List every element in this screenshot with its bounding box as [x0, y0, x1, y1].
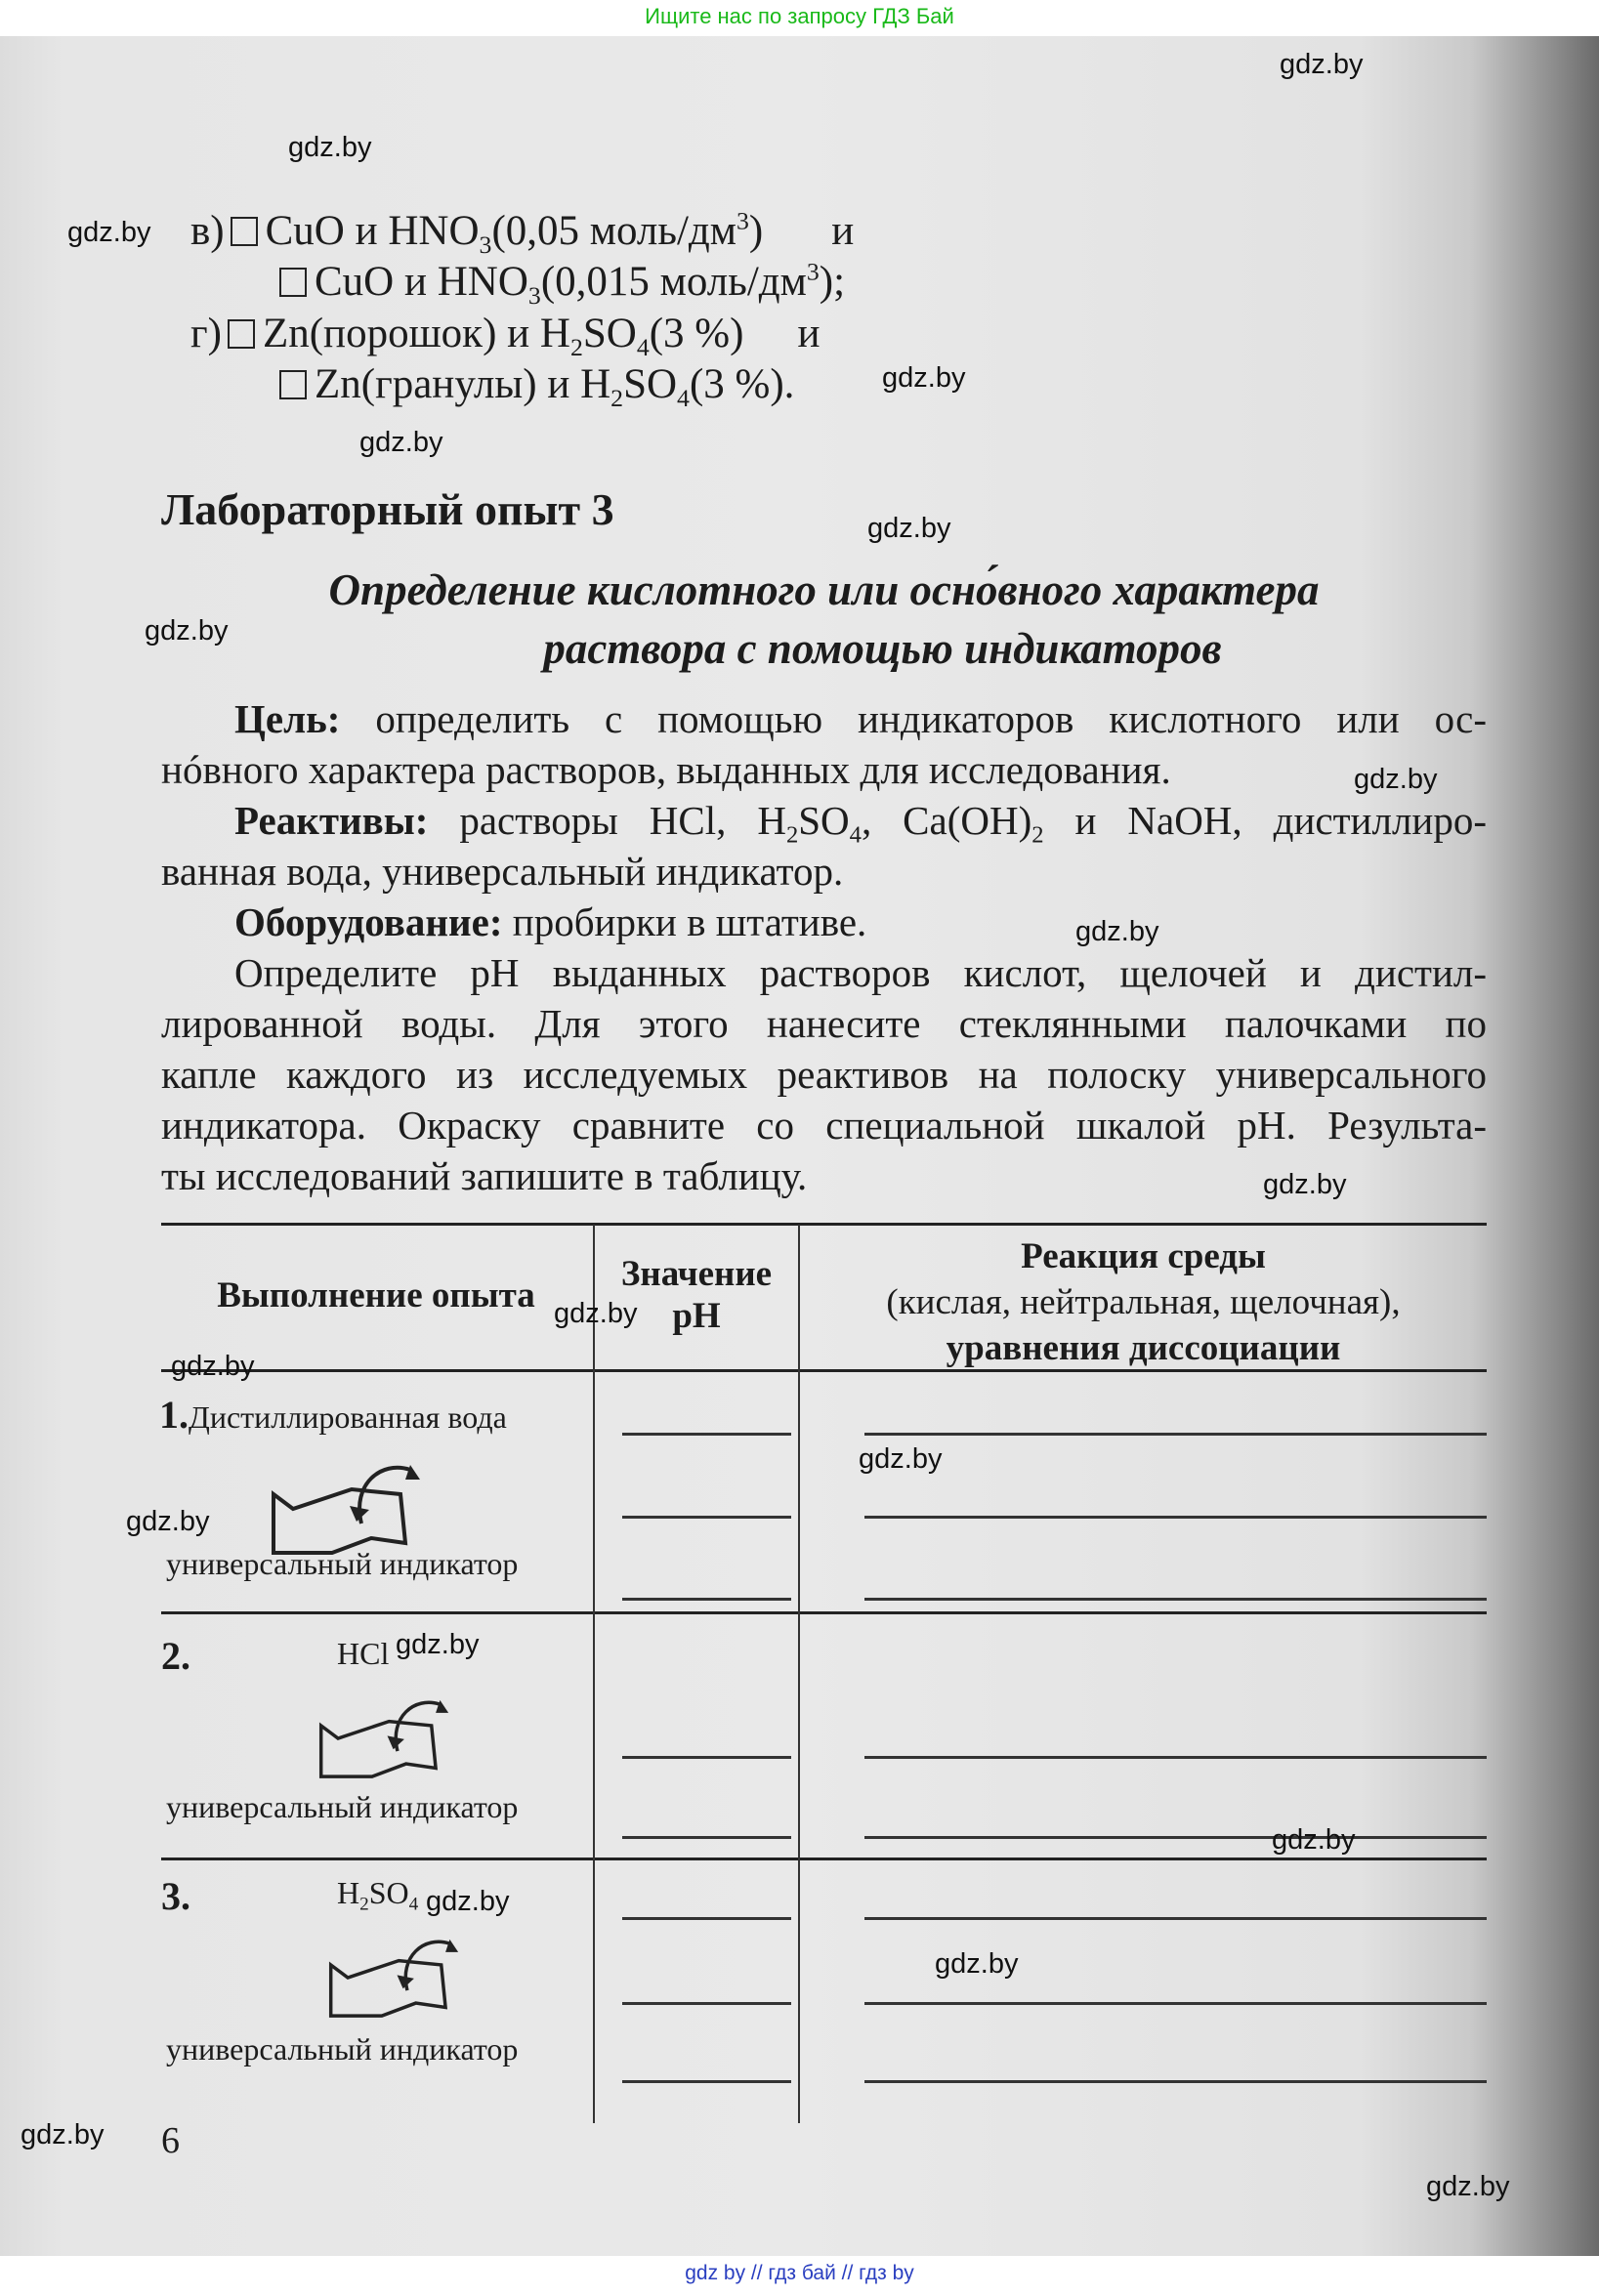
option-letter: г) [190, 311, 222, 356]
equipment-label: Оборудование: [234, 899, 503, 944]
table-row-3-number: 3. [161, 1874, 190, 1918]
answer-line[interactable] [864, 1917, 1487, 1920]
watermark: gdz.by [554, 1298, 638, 1329]
option-text: (3 %). [689, 361, 795, 407]
header-reaction-line-1: Реакция среды [1021, 1236, 1266, 1276]
indicator-label: универсальный индикатор [166, 1546, 519, 1581]
answer-line[interactable] [622, 2080, 791, 2083]
option-g-2 [274, 360, 795, 413]
watermark: gdz.by [426, 1886, 510, 1917]
superscript: 3 [806, 257, 820, 286]
table-row-2-reagent: HCl [337, 1636, 390, 1671]
subscript: 4 [677, 384, 690, 413]
text: и NaOH, дистиллиро- [1043, 798, 1487, 843]
body-text [161, 693, 1487, 1201]
watermark: gdz.by [359, 427, 443, 458]
header-ph-line-1: Значение [620, 1254, 773, 1294]
answer-line[interactable] [622, 1836, 791, 1839]
watermark: gdz.by [21, 2119, 105, 2150]
reagents-line-2: ванная вода, универсальный индикатор. [161, 849, 844, 894]
table-top-border [161, 1223, 1487, 1226]
row-number: 1. [159, 1393, 189, 1437]
reagent: Дистиллированная вода [189, 1399, 507, 1435]
subscript: 2 [359, 1894, 369, 1915]
text: растворы HCl, H [428, 798, 786, 843]
watermark: gdz.by [882, 362, 966, 394]
subscript: 2 [1031, 821, 1044, 849]
answer-line[interactable] [622, 1917, 791, 1920]
answer-line[interactable] [864, 1836, 1487, 1839]
subscript: 2 [569, 333, 583, 362]
answer-line[interactable] [864, 1433, 1487, 1436]
answer-line[interactable] [622, 1756, 791, 1759]
subscript: 4 [849, 821, 862, 849]
subtitle-line-1: Определение кислотного или осно́вного характера [328, 565, 1320, 614]
column-divider [593, 1225, 595, 2123]
goal-line [161, 693, 1487, 744]
option-text: SO [623, 361, 678, 407]
header-reaction-line-3: уравнения диссоциации [946, 1328, 1341, 1368]
instruction-line: ты исследований запишите в таблицу. [161, 1153, 808, 1198]
watermark: gdz.by [288, 132, 372, 163]
indicator-strip-icon [322, 1929, 518, 2026]
equipment-line [161, 897, 1487, 947]
indicator-label: универсальный индикатор [166, 2031, 519, 2066]
subscript: 2 [610, 384, 624, 413]
watermark: gdz.by [1426, 2171, 1510, 2202]
option-conj: и [831, 208, 855, 254]
indicator-label: универсальный индикатор [166, 1789, 519, 1824]
instruction-line: капле каждого из исследуемых реактивов на полоску универсального [161, 1052, 1487, 1097]
answer-line[interactable] [864, 1756, 1487, 1759]
subscript: 2 [785, 821, 799, 849]
watermark: gdz.by [1272, 1824, 1356, 1856]
goal-label: Цель: [234, 696, 341, 741]
reagents-label: Реактивы: [234, 798, 429, 843]
option-text: (0,05 моль/дм [491, 208, 737, 254]
header-experiment: Выполнение опыта [217, 1275, 535, 1315]
subscript: 3 [479, 230, 492, 260]
page-number: 6 [161, 2120, 180, 2161]
option-v-2 [274, 257, 846, 311]
table-row-2-number: 2. [161, 1634, 190, 1678]
option-text: CuO и HNO [265, 208, 480, 254]
answer-line[interactable] [622, 1516, 791, 1519]
checkbox[interactable] [231, 217, 258, 246]
option-text: Zn(порошок) и H [262, 311, 570, 356]
watermark: gdz.by [1075, 916, 1159, 947]
header-ph-line-2: pH [672, 1296, 721, 1336]
option-text: SO [582, 311, 637, 356]
header-reaction [800, 1233, 1487, 1371]
watermark: gdz.by [867, 513, 951, 544]
watermark: gdz.by [396, 1629, 480, 1660]
option-letter: в) [190, 208, 225, 254]
checkbox[interactable] [228, 319, 255, 349]
indicator-strip-icon [313, 1690, 508, 1787]
checkbox[interactable] [279, 268, 307, 297]
option-conj: и [797, 311, 821, 356]
answer-line[interactable] [622, 1433, 791, 1436]
answer-line[interactable] [864, 1516, 1487, 1519]
option-g-1 [190, 310, 821, 362]
row-divider [161, 1858, 1487, 1860]
answer-line[interactable] [622, 1598, 791, 1601]
watermark: gdz.by [126, 1506, 210, 1537]
goal-line-2: нóвного характера растворов, выданных для исследования. [161, 747, 1171, 792]
subtitle-line-2: раствора с помощью индикаторов [543, 624, 1222, 673]
subscript: 3 [527, 281, 541, 311]
watermark: gdz.by [859, 1443, 943, 1475]
instruction-line: Определите pH выданных растворов кислот, щелочей и дистил- [234, 950, 1487, 995]
instruction-line: индикатора. Окраску сравните со специальной шкалой pH. Результа- [161, 1103, 1487, 1148]
table-row-1-reagent [159, 1392, 507, 1438]
text: пробирки в штативе. [502, 899, 867, 944]
footer-links[interactable]: gdz by // гдз бай // гдз by [685, 2262, 914, 2284]
watermark: gdz.by [171, 1351, 255, 1382]
option-text: CuO и HNO [315, 259, 528, 305]
watermark: gdz.by [67, 217, 151, 248]
option-text: ) [748, 208, 764, 254]
text: , Ca(OH) [861, 798, 1032, 843]
text: SO [798, 798, 850, 843]
text: SO [368, 1875, 409, 1910]
watermark: gdz.by [935, 1948, 1019, 1980]
answer-line[interactable] [864, 2002, 1487, 2005]
answer-line[interactable] [864, 2080, 1487, 2083]
answer-line[interactable] [622, 2002, 791, 2005]
answer-line[interactable] [864, 1598, 1487, 1601]
option-text: (0,015 моль/дм [540, 259, 807, 305]
goal-text: определить с помощью индикаторов кислотного или ос- [340, 696, 1487, 741]
checkbox[interactable] [279, 370, 307, 399]
subscript: 4 [636, 333, 650, 362]
watermark: gdz.by [1280, 49, 1364, 80]
watermark: gdz.by [1354, 764, 1438, 795]
option-v-1 [190, 206, 855, 260]
option-text: ); [819, 259, 846, 305]
table-row-3-reagent [337, 1875, 419, 1915]
row-divider [161, 1611, 1487, 1614]
lab-title: Лабораторный опыт 3 [161, 484, 614, 534]
reagents-line [161, 795, 1487, 849]
subscript: 4 [408, 1894, 419, 1915]
superscript: 3 [736, 206, 749, 235]
text: H [337, 1875, 360, 1910]
header-reaction-line-2: (кислая, нейтральная, щелочная), [886, 1282, 1401, 1322]
option-text: Zn(гранулы) и H [315, 361, 611, 407]
watermark: gdz.by [145, 615, 229, 647]
watermark: gdz.by [1263, 1169, 1347, 1200]
search-banner[interactable]: Ищите нас по запросу ГДЗ Бай [645, 4, 954, 28]
option-text: (3 %) [649, 311, 744, 356]
instruction-line: лированной воды. Для этого нанесите стеклянными палочками по [161, 1001, 1487, 1046]
